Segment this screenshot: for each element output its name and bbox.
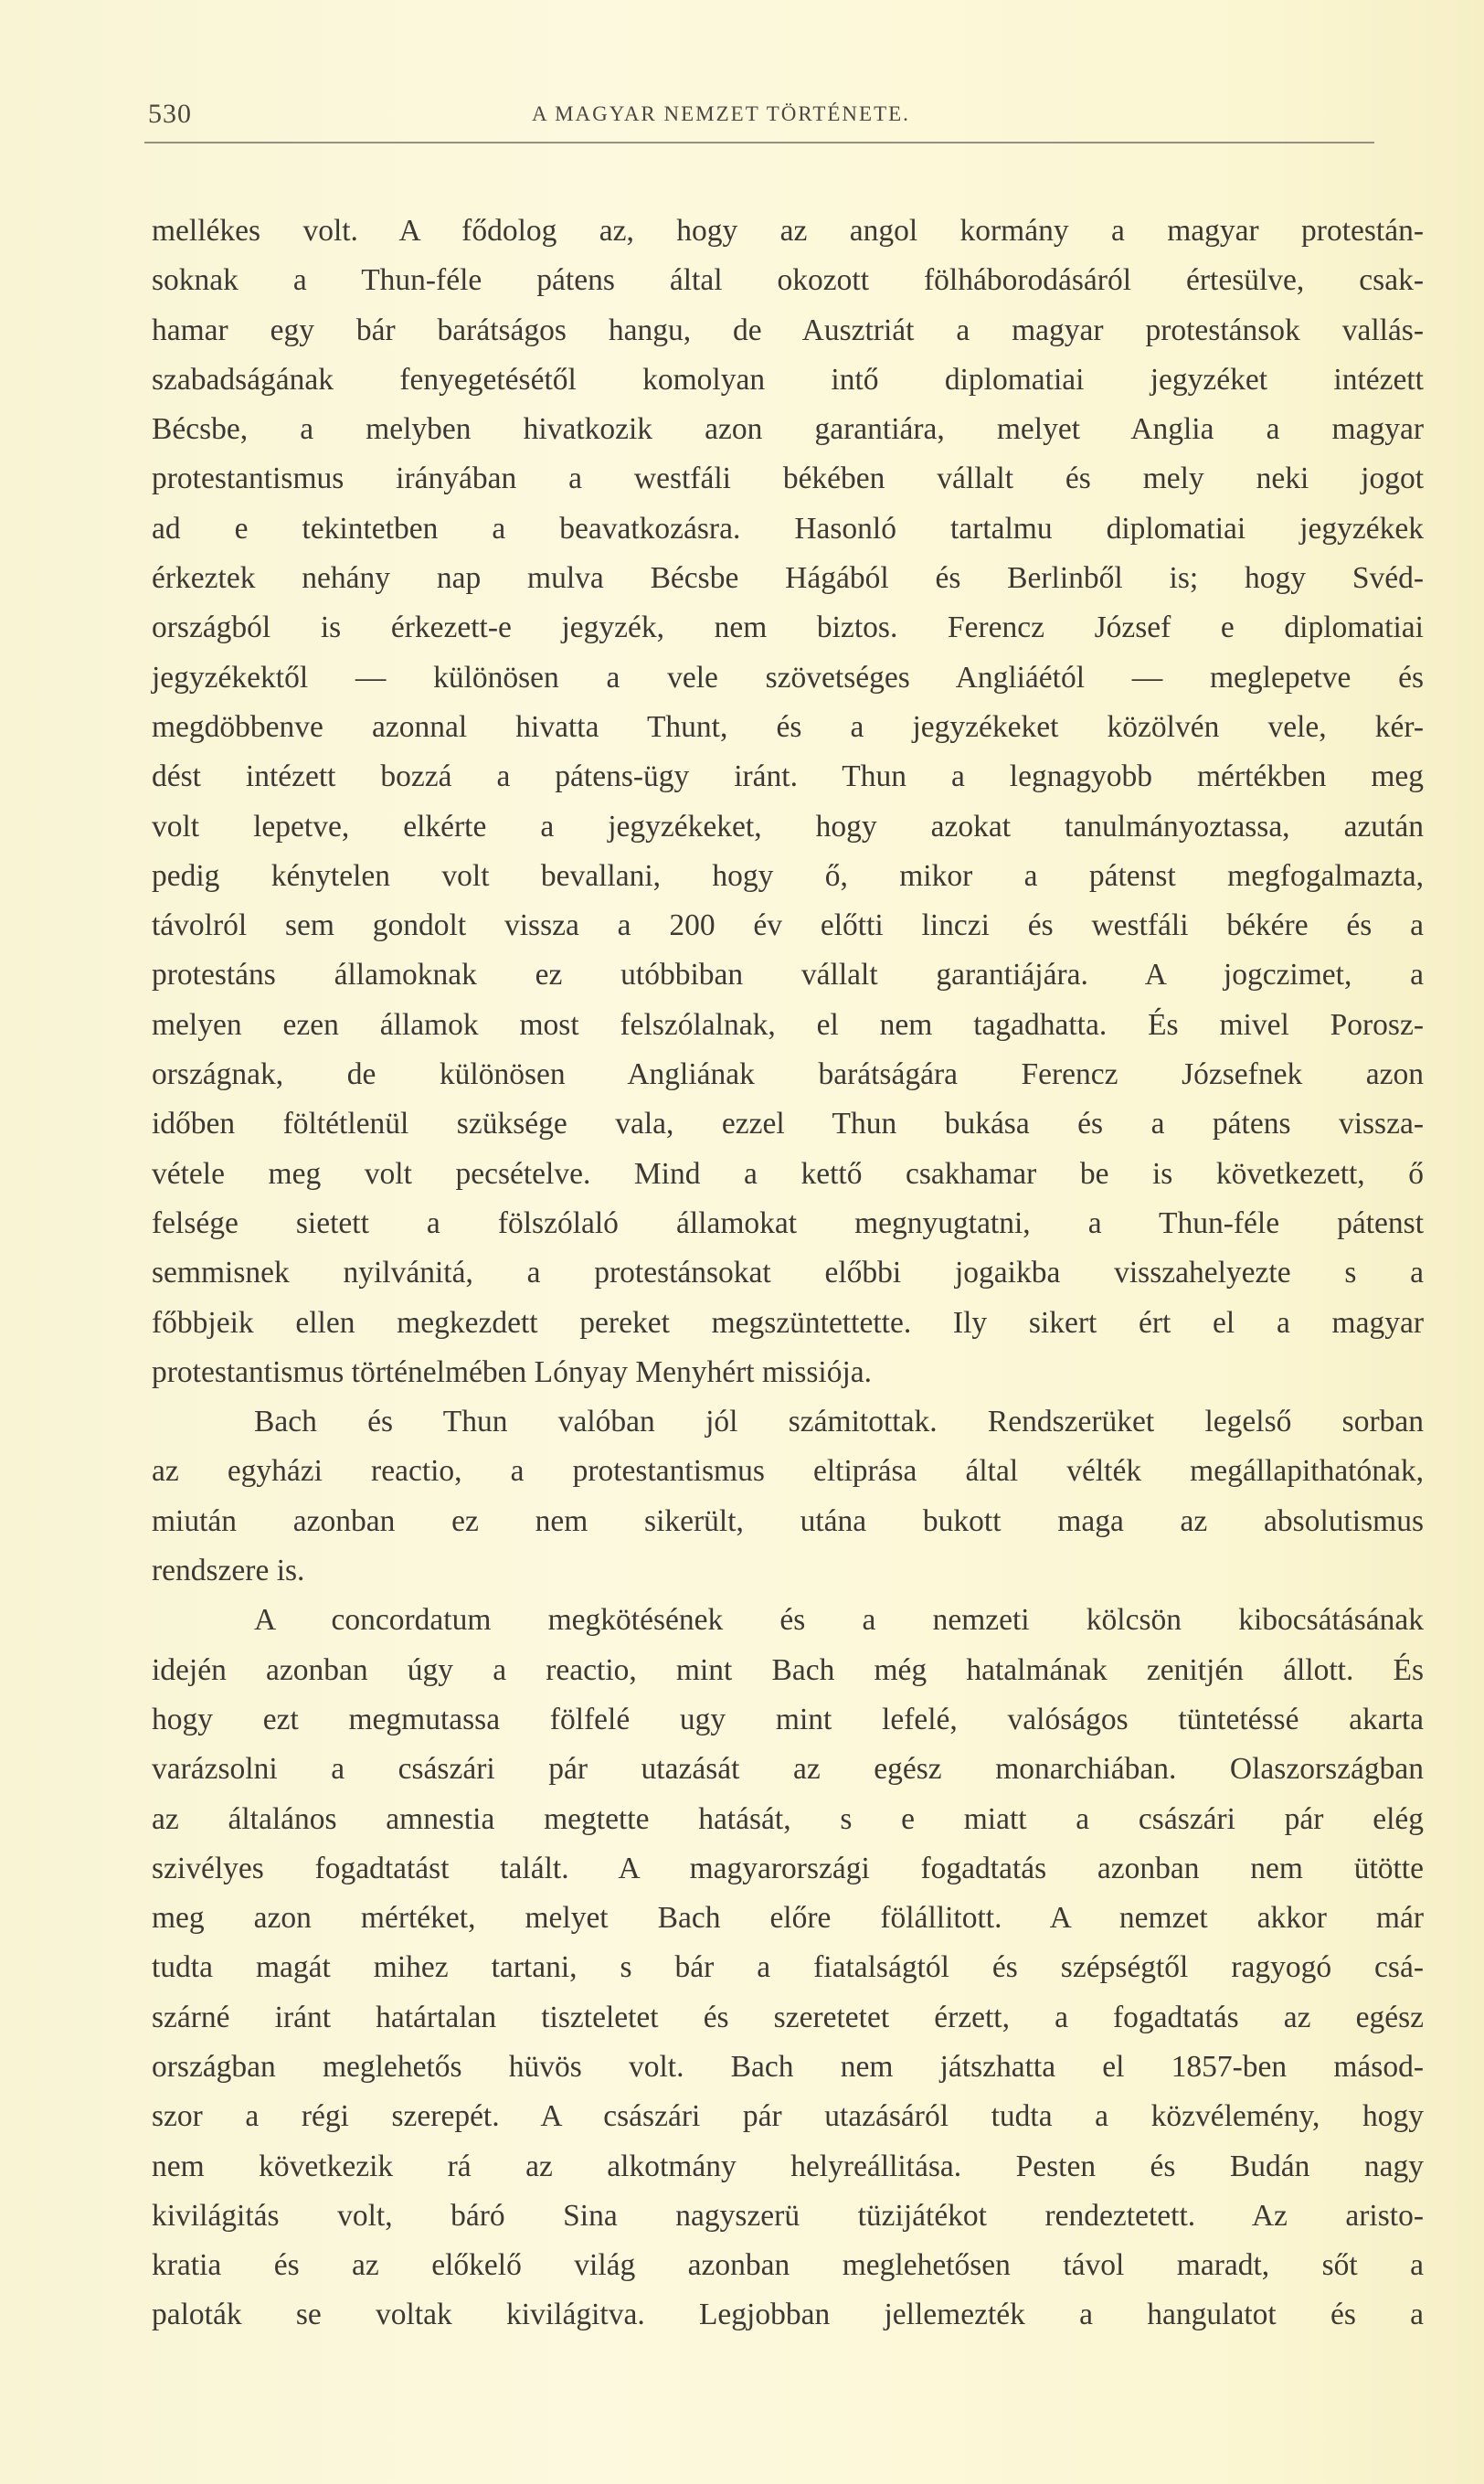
- text-line: protestantismus történelmében Lónyay Menyhért missiója.: [152, 1354, 873, 1389]
- body-text: [152, 207, 1424, 2341]
- text-line: melyen ezen államok most felszólalnak, el nem tagadhatta. És mivel Porosz-: [152, 1007, 1424, 1042]
- text-line: szabadságának fenyegetésétől komolyan intő diplomatiai jegyzéket intézett: [152, 362, 1424, 397]
- text-line: vétele meg volt pecsételve. Mind a kettő csakhamar be is következett, ő: [152, 1156, 1424, 1191]
- text-line: hamar egy bár barátságos hangu, de Ausztriát a magyar protestánsok vallás-: [152, 313, 1424, 347]
- text-line: hogy ezt megmutassa fölfelé ugy mint lefelé, valóságos tüntetéssé akarta: [152, 1702, 1424, 1736]
- text-line: ad e tekintetben a beavatkozásra. Hasonló tartalmu diplomatiai jegyzékek: [152, 511, 1424, 546]
- text-line: semmisnek nyilvánitá, a protestánsokat előbbi jogaikba visszahelyezte s a: [152, 1256, 1424, 1290]
- text-line: mellékes volt. A fődolog az, hogy az angol kormány a magyar protestán-: [152, 214, 1424, 248]
- text-line: jegyzékektől — különösen a vele szövetséges Angliáétól — meglepetve és: [152, 660, 1424, 695]
- text-line: az egyházi reactio, a protestantismus eltiprása által vélték megállapithatónak,: [152, 1454, 1424, 1489]
- text-line: távolról sem gondolt vissza a 200 év előtti linczi és westfáli békére és a: [152, 908, 1424, 943]
- text-line: érkeztek nehány nap mulva Bécsbe Hágából és Berlinből is; hogy Svéd-: [152, 561, 1424, 596]
- text-line: meg azon mértéket, melyet Bach előre fölállitott. A nemzet akkor már: [152, 1901, 1424, 1936]
- paragraph: [152, 1397, 1424, 1596]
- header-rule: [144, 142, 1374, 143]
- text-line: volt lepetve, elkérte a jegyzékeket, hogy azokat tanulmányoztassa, azután: [152, 809, 1424, 844]
- text-line: tudta magát mihez tartani, s bár a fiatalságtól és szépségtől ragyogó csá-: [152, 1950, 1424, 1985]
- text-line: soknak a Thun-féle pátens által okozott fölháborodásáról értesülve, csak-: [152, 263, 1424, 298]
- text-line: időben föltétlenül szüksége vala, ezzel Thun bukása és a pátens vissza-: [152, 1107, 1424, 1141]
- text-line: az általános amnestia megtette hatását, s e miatt a császári pár elég: [152, 1801, 1424, 1836]
- text-line: dést intézett bozzá a pátens-ügy iránt. Thun a legnagyobb mértékben meg: [152, 759, 1424, 794]
- text-line: országnak, de különösen Angliának barátságára Ferencz Józsefnek azon: [152, 1057, 1424, 1092]
- text-line: idején azonban úgy a reactio, mint Bach még hatalmának zenitjén állott. És: [152, 1652, 1424, 1687]
- text-line: országban meglehetős hüvös volt. Bach nem játszhatta el 1857-ben másod-: [152, 2049, 1424, 2084]
- text-line: főbbjeik ellen megkezdett pereket megszüntettette. Ily sikert ért el a magyar: [152, 1305, 1424, 1340]
- text-line: nem következik rá az alkotmány helyreállitása. Pesten és Budán nagy: [152, 2149, 1424, 2183]
- text-line: kratia és az előkelő világ azonban meglehetősen távol maradt, sőt a: [152, 2248, 1424, 2283]
- text-line: országból is érkezett-e jegyzék, nem biztos. Ferencz József e diplomatiai: [152, 610, 1424, 645]
- text-line: Bach és Thun valóban jól számitottak. Rendszerüket legelső sorban: [254, 1405, 1424, 1439]
- text-line: megdöbbenve azonnal hivatta Thunt, és a jegyzékeket közölvén vele, kér-: [152, 709, 1424, 744]
- text-line: varázsolni a császári pár utazását az egész monarchiában. Olaszországban: [152, 1752, 1424, 1787]
- text-line: paloták se voltak kivilágitva. Legjobban jellemezték a hangulatot és a: [152, 2298, 1424, 2332]
- paragraph: [152, 1596, 1424, 2340]
- paragraph: [152, 207, 1424, 1397]
- running-title: A MAGYAR NEMZET TÖRTÉNETE.: [532, 102, 910, 125]
- text-line: kivilágitás volt, báró Sina nagyszerü tüzijátékot rendeztetett. Az aristo-: [152, 2198, 1424, 2233]
- text-line: felsége sietett a fölszólaló államokat megnyugtatni, a Thun-féle pátenst: [152, 1205, 1424, 1240]
- page-number: 530: [148, 99, 192, 129]
- text-line: miután azonban ez nem sikerült, utána bukott maga az absolutismus: [152, 1503, 1424, 1538]
- text-line: pedig kénytelen volt bevallani, hogy ő, mikor a pátenst megfogalmazta,: [152, 858, 1424, 893]
- text-line: Bécsbe, a melyben hivatkozik azon garantiára, melyet Anglia a magyar: [152, 412, 1424, 447]
- text-line: szivélyes fogadtatást talált. A magyarországi fogadtatás azonban nem ütötte: [152, 1851, 1424, 1885]
- text-line: protestáns államoknak ez utóbbiban vállalt garantiájára. A jogczimet, a: [152, 958, 1424, 993]
- text-line: A concordatum megkötésének és a nemzeti kölcsön kibocsátásának: [254, 1603, 1424, 1638]
- text-line: szor a régi szerepét. A császári pár utazásáról tudta a közvélemény, hogy: [152, 2099, 1424, 2134]
- text-line: protestantismus irányában a westfáli békében vállalt és mely neki jogot: [152, 462, 1424, 496]
- text-line: szárné iránt határtalan tiszteletet és szeretetet érzett, a fogadtatás az egész: [152, 2000, 1424, 2034]
- text-line: rendszere is.: [152, 1554, 305, 1588]
- page-header: [148, 99, 1373, 144]
